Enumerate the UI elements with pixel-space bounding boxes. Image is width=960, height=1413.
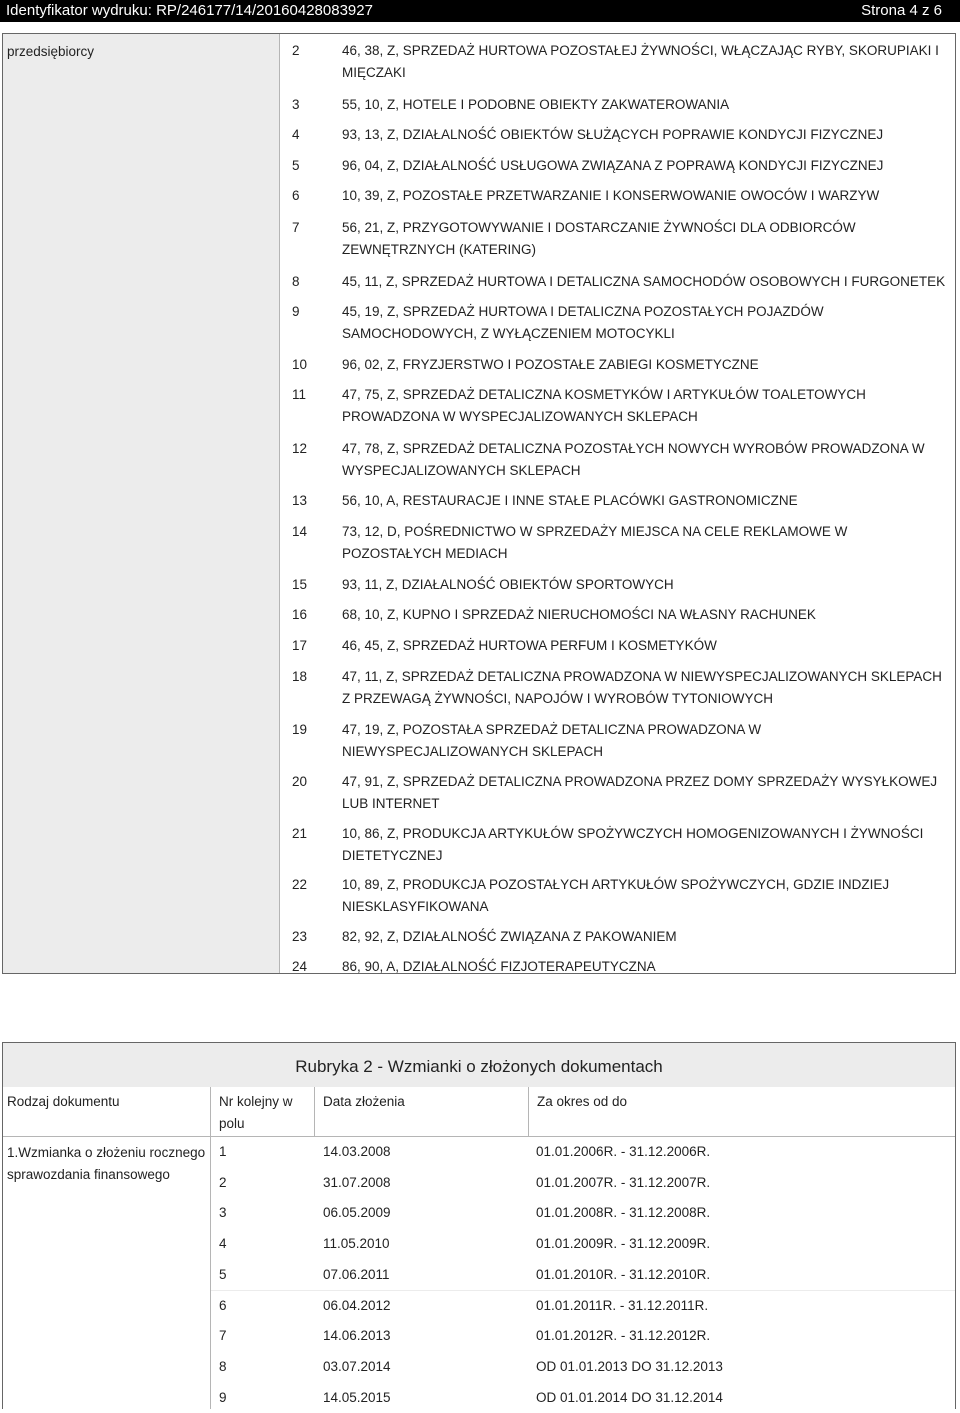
header-period: Za okres od do [529, 1087, 955, 1137]
document-sequence-number: 4 [219, 1236, 227, 1252]
activity-text: 10, 86, Z, PRODUKCJA ARTYKUŁÓW SPOŻYWCZYCH HOMOGENIZOWANYCH I ŻYWNOŚCI DIETETYCZNEJ [342, 826, 924, 863]
document-name: 1.Wzmianka o złożeniu rocznego sprawozdania finansowego [3, 1137, 211, 1409]
activity-text: 68, 10, Z, KUPNO I SPRZEDAŻ NIERUCHOMOŚCI NA WŁASNY RACHUNEK [342, 607, 816, 622]
reporting-period: OD 01.01.2014 DO 31.12.2014 [536, 1389, 723, 1405]
activity-text: 10, 39, Z, POZOSTAŁE PRZETWARZANIE I KONSERWOWANIE OWOCÓW I WARZYW [342, 188, 880, 203]
activity-number: 4 [292, 127, 300, 142]
table-row [211, 1137, 955, 1168]
activity-number: 23 [292, 929, 308, 944]
activity-text: 93, 13, Z, DZIAŁALNOŚĆ OBIEKTÓW SŁUŻĄCYCH POPRAWIE KONDYCJI FIZYCZNEJ [342, 127, 884, 142]
reporting-period: 01.01.2010R. - 31.12.2010R. [536, 1266, 711, 1282]
activity-number: 12 [292, 441, 308, 456]
activity-number: 6 [292, 188, 300, 203]
submission-date: 14.03.2008 [323, 1144, 391, 1159]
reporting-period: OD 01.01.2013 DO 31.12.2013 [536, 1358, 723, 1374]
table-row [211, 1260, 955, 1291]
activity-text: 93, 11, Z, DZIAŁALNOŚĆ OBIEKTÓW SPORTOWYCH [342, 577, 674, 592]
activity-number: 19 [292, 722, 308, 737]
activity-text: 47, 78, Z, SPRZEDAŻ DETALICZNA POZOSTAŁYCH NOWYCH WYROBÓW PROWADZONA W WYSPECJALIZOWANYCH SKLEPACH [342, 441, 925, 478]
document-sequence-number: 7 [219, 1328, 227, 1344]
submission-date: 03.07.2014 [323, 1358, 391, 1374]
activity-number: 21 [292, 826, 308, 841]
activity-number: 15 [292, 577, 308, 592]
activity-text: 86, 90, A, DZIAŁALNOŚĆ FIZJOTERAPEUTYCZNA [342, 959, 656, 974]
activity-number: 7 [292, 220, 300, 235]
submission-date: 31.07.2008 [323, 1174, 391, 1190]
activity-text: 46, 38, Z, SPRZEDAŻ HURTOWA POZOSTAŁEJ ŻYWNOŚCI, WŁĄCZAJĄC RYBY, SKORUPIAKI I MIĘCZAKI [342, 43, 939, 80]
activity-text: 45, 11, Z, SPRZEDAŻ HURTOWA I DETALICZNA SAMOCHODÓW OSOBOWYCH I FURGONETEK [342, 274, 946, 289]
document-sequence-number: 3 [219, 1205, 227, 1221]
document-sequence-number: 1 [219, 1144, 227, 1159]
activity-text: 82, 92, Z, DZIAŁALNOŚĆ ZWIĄZANA Z PAKOWANIEM [342, 929, 677, 944]
document-sequence-number: 8 [219, 1358, 227, 1374]
table-row [211, 1168, 955, 1199]
document-sequence-number: 5 [219, 1266, 227, 1282]
activity-number: 8 [292, 274, 300, 289]
activity-text: 45, 19, Z, SPRZEDAŻ HURTOWA I DETALICZNA POZOSTAŁYCH POJAZDÓW SAMOCHODOWYCH, Z WYŁĄCZENIEM MOTOCYKLI [342, 304, 824, 341]
document-sequence-number: 2 [219, 1174, 227, 1190]
reporting-period: 01.01.2006R. - 31.12.2006R. [536, 1144, 711, 1159]
submission-date: 14.05.2015 [323, 1389, 391, 1405]
activity-number: 17 [292, 638, 308, 653]
activity-number: 10 [292, 357, 308, 372]
document-sequence-number: 6 [219, 1297, 227, 1313]
submission-date: 11.05.2010 [323, 1236, 390, 1252]
activity-number: 3 [292, 97, 300, 112]
activity-number: 22 [292, 877, 308, 892]
page-number: Strona 4 z 6 [861, 2, 942, 19]
activity-number: 2 [292, 43, 300, 58]
activity-text: 55, 10, Z, HOTELE I PODOBNE OBIEKTY ZAKWATEROWANIA [342, 97, 730, 112]
activity-number: 5 [292, 158, 300, 173]
document-sequence-number: 9 [219, 1389, 227, 1405]
header-submission-date: Data złożenia [315, 1087, 529, 1137]
print-header [0, 0, 960, 22]
activity-text: 73, 12, D, POŚREDNICTWO W SPRZEDAŻY MIEJSCA NA CELE REKLAMOWE W POZOSTAŁYCH MEDIACH [342, 524, 848, 561]
activity-number: 18 [292, 669, 308, 684]
activity-text: 47, 91, Z, SPRZEDAŻ DETALICZNA PROWADZONA PRZEZ DOMY SPRZEDAŻY WYSYŁKOWEJ LUB INTERNET [342, 774, 938, 811]
documents-body [3, 1137, 955, 1409]
activities-label: przedsiębiorcy [3, 34, 280, 973]
table-row [211, 1229, 955, 1260]
activity-text: 56, 10, A, RESTAURACJE I INNE STAŁE PLACÓWKI GASTRONOMICZNE [342, 493, 798, 508]
documents-section [2, 1042, 956, 1409]
submission-date: 06.04.2012 [323, 1297, 391, 1313]
submission-date: 14.06.2013 [323, 1328, 391, 1344]
header-document-type: Rodzaj dokumentu [3, 1087, 211, 1137]
activity-number: 20 [292, 774, 308, 789]
activity-text: 47, 19, Z, POZOSTAŁA SPRZEDAŻ DETALICZNA PROWADZONA W NIEWYSPECJALIZOWANYCH SKLEPACH [342, 722, 762, 759]
activity-number: 13 [292, 493, 308, 508]
table-row [211, 1321, 955, 1352]
print-identifier: Identyfikator wydruku: RP/246177/14/20160428083927 [6, 2, 373, 19]
activity-number: 14 [292, 524, 308, 539]
activity-text: 56, 21, Z, PRZYGOTOWYWANIE I DOSTARCZANIE ŻYWNOŚCI DLA ODBIORCÓW ZEWNĘTRZNYCH (KATERING) [342, 220, 856, 257]
section-title: Rubryka 2 - Wzmianki o złożonych dokumentach [295, 1057, 663, 1076]
table-row [211, 1383, 955, 1413]
submission-date: 07.06.2011 [323, 1266, 390, 1282]
activity-text: 96, 02, Z, FRYZJERSTWO I POZOSTAŁE ZABIEGI KOSMETYCZNE [342, 357, 759, 372]
table-row [211, 1291, 955, 1322]
reporting-period: 01.01.2008R. - 31.12.2008R. [536, 1205, 711, 1221]
activity-text: 10, 89, Z, PRODUKCJA POZOSTAŁYCH ARTYKUŁÓW SPOŻYWCZYCH, GDZIE INDZIEJ NIESKLASYFIKOWANA [342, 877, 890, 914]
activities-table [2, 33, 956, 974]
header-sequence-number: Nr kolejny w polu [211, 1087, 315, 1137]
reporting-period: 01.01.2009R. - 31.12.2009R. [536, 1236, 711, 1252]
activity-number: 11 [292, 387, 307, 402]
activity-number: 16 [292, 607, 308, 622]
reporting-period: 01.01.2011R. - 31.12.2011R. [536, 1297, 709, 1313]
activity-number: 9 [292, 304, 300, 319]
table-row [211, 1352, 955, 1383]
activity-text: 47, 75, Z, SPRZEDAŻ DETALICZNA KOSMETYKÓW I ARTYKUŁÓW TOALETOWYCH PROWADZONA W WYSPECJALIZOWANYCH SKLEPACH [342, 387, 866, 424]
submission-date: 06.05.2009 [323, 1205, 391, 1221]
reporting-period: 01.01.2007R. - 31.12.2007R. [536, 1174, 711, 1190]
activity-text: 47, 11, Z, SPRZEDAŻ DETALICZNA PROWADZONA W NIEWYSPECJALIZOWANYCH SKLEPACH Z PRZEWAGĄ ŻYWNOŚCI, NAPOJÓW I WYROBÓW TYTONIOWYCH [342, 669, 942, 706]
activity-text: 46, 45, Z, SPRZEDAŻ HURTOWA PERFUM I KOSMETYKÓW [342, 638, 717, 653]
activity-number: 24 [292, 959, 308, 974]
activity-text: 96, 04, Z, DZIAŁALNOŚĆ USŁUGOWA ZWIĄZANA Z POPRAWĄ KONDYCJI FIZYCZNEJ [342, 158, 884, 173]
reporting-period: 01.01.2012R. - 31.12.2012R. [536, 1328, 711, 1344]
table-row [211, 1198, 955, 1229]
